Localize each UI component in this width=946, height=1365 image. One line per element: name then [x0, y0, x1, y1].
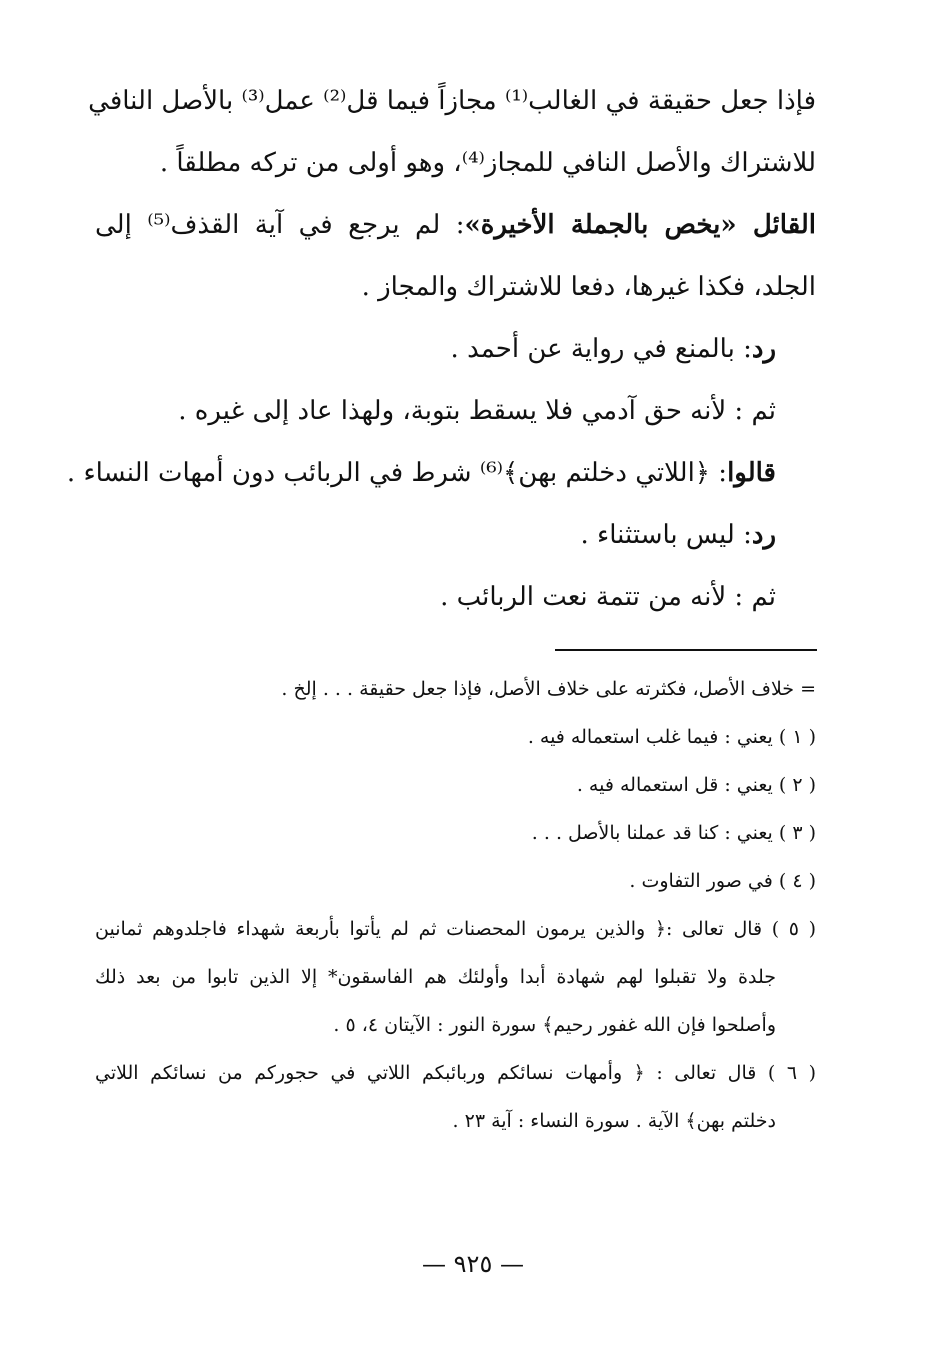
p4-line: ثم : لأنه حق آدمي فلا يسقط بتوبة، ولهذا عاد إلى غيره . — [178, 396, 776, 426]
p1-line1: فإذا جعل حقيقة في الغالب⁽¹⁾ مجازاً فيما قل⁽²⁾ عمل⁽³⁾ بالأصل النافي — [88, 86, 816, 116]
p3-line — [95, 318, 816, 380]
p2-line2: الجلد، فكذا غيرها، دفعا للاشتراك والمجاز . — [361, 272, 816, 302]
p2-rest: : لم يرجع في آية القذف⁽⁵⁾ إلى — [95, 210, 465, 240]
footnote-6-line2: دخلتم بهن﴾ الآية . سورة النساء : آية ٢٣ . — [452, 1110, 776, 1132]
main-text — [66, 70, 817, 628]
footnote-5-line2: جلدة ولا تقبلوا لهم شهادة أبدا وأولئك هم الفاسقون* إلا الذين تابوا من بعد ذلك — [95, 966, 776, 988]
p5-line — [66, 442, 816, 504]
footnote-2: ( ٢ ) يعني : قل استعماله فيه . — [576, 774, 816, 796]
footnote-3: ( ٣ ) يعني : كنا قد عملنا بالأصل . . . — [531, 822, 816, 844]
p2-line1 — [95, 194, 816, 256]
footnotes — [95, 665, 816, 1145]
page-number: — ٩٢٥ — — [422, 1250, 524, 1278]
p6-lead: رد — [751, 520, 776, 550]
footnote-4: ( ٤ ) في صور التفاوت . — [629, 870, 816, 892]
p6-line — [95, 504, 816, 566]
footnote-6-line1: ( ٦ ) قال تعالى : ﴿ وأمهات نسائكم وربائبكم اللاتي في حجوركم من نسائكم اللاتي — [95, 1062, 816, 1084]
p6-rest: : ليس باستثناء . — [580, 520, 752, 550]
p2-lead: القائل «يخص بالجملة الأخيرة» — [464, 210, 817, 240]
footnote-5-line3: وأصلحوا فإن الله غفور رحيم﴾ سورة النور : الآيتان ٤، ٥ . — [333, 1014, 776, 1036]
footnote-5-line1: ( ٥ ) قال تعالى :﴿ والذين يرمون المحصنات ثم لم يأتوا بأربعة شهداء فاجلدوهم ثمانين — [95, 918, 816, 940]
footnote-continuation: = خلاف الأصل، فكثرته على خلاف الأصل، فإذا جعل حقيقة . . . إلخ . — [281, 678, 816, 700]
p3-rest: : بالمنع في رواية عن أحمد . — [450, 334, 752, 364]
footnote-separator — [555, 649, 817, 651]
p5-rest: : ﴿اللاتي دخلتم بهن﴾⁽⁶⁾ شرط في الربائب دون أمهات النساء . — [66, 458, 728, 488]
p1-line2: للاشتراك والأصل النافي للمجاز⁽⁴⁾، وهو أولى من تركه مطلقاً . — [159, 148, 816, 178]
p5-lead: قالوا — [727, 458, 776, 488]
p7-line: ثم : لأنه من تتمة نعت الربائب . — [440, 582, 776, 612]
p3-lead: رد — [751, 334, 776, 364]
footnote-1: ( ١ ) يعني : فيما غلب استعماله فيه . — [527, 726, 816, 748]
